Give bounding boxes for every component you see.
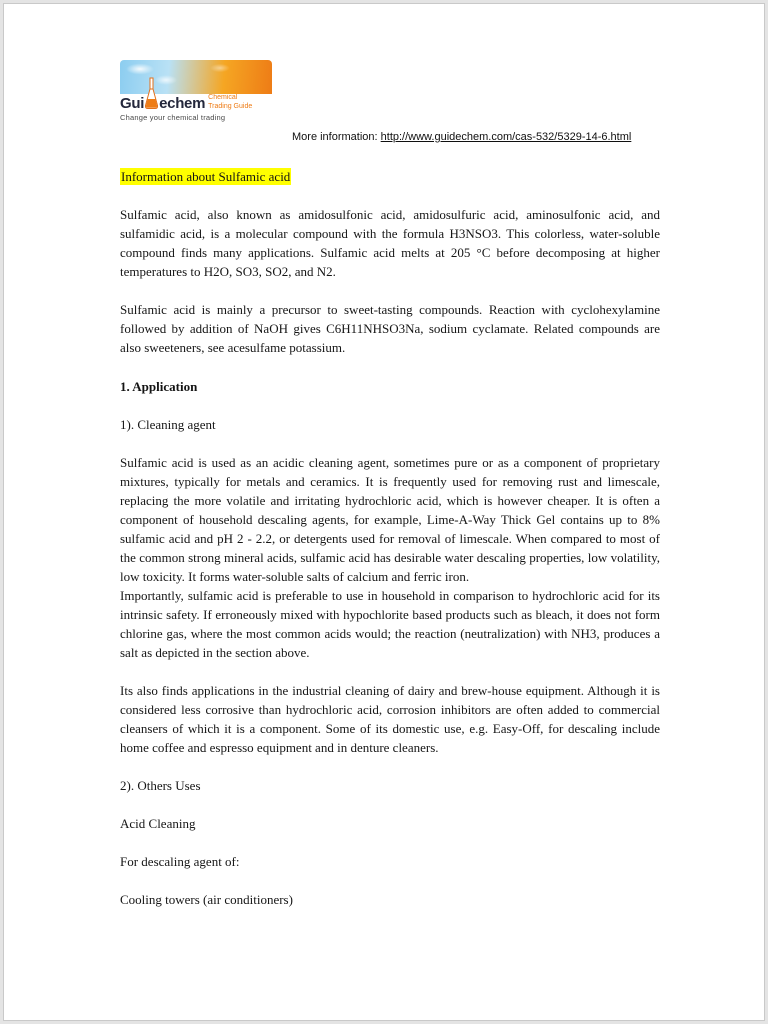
document-page — [3, 3, 765, 1021]
more-info-label: More information: — [292, 131, 378, 143]
subheading-others-uses: 2). Others Uses — [120, 778, 201, 793]
logo-tagline: Change your chemical trading — [120, 113, 226, 122]
logo-brand-prefix: Gui — [120, 95, 145, 112]
logo-banner — [120, 60, 272, 94]
subheading-cleaning-agent: 1). Cleaning agent — [120, 417, 216, 432]
more-info-link[interactable]: http://www.guidechem.com/cas-532/5329-14-6.html — [380, 131, 632, 143]
paragraph-cleaning-2: Importantly, sulfamic acid is preferable to use in household in comparison to hydrochloric acid for its intrinsic safety. If erroneously mixed with hypochlorite based products such as bleach, it does not form chlorine gas, where the most common acids would; the reaction (neutralization) with NH3, produces a salt as depicted in the section above. — [120, 588, 660, 660]
document-title: Information about Sulfamic acid — [121, 169, 291, 184]
section-heading-application: 1. Application — [120, 379, 198, 394]
logo-brand-suffix: echem — [159, 95, 206, 112]
flask-icon — [144, 77, 159, 111]
logo-trading-guide-label: Chemical Trading Guide — [208, 94, 253, 110]
logo-brand — [120, 94, 272, 111]
line-descaling-agent: For descaling agent of: — [120, 854, 240, 869]
paragraph-intro-1: Sulfamic acid, also known as amidosulfonic acid, amidosulfuric acid, aminosulfonic acid, and sulfamidic acid, is a molecular compound with the formula H3NSO3. This colorless, water-soluble compound finds many applications. Sulfamic acid melts at 205 °C before decomposing at higher temperatures to H2O, SO3, SO2, and N2. — [120, 207, 660, 279]
more-info-line — [292, 131, 660, 143]
paragraph-intro-2: Sulfamic acid is mainly a precursor to sweet-tasting compounds. Reaction with cyclohexylamine followed by addition of NaOH gives C6H11NHSO3Na, sodium cyclamate. Related compounds are also sweeteners, see acesulfame potassium. — [120, 302, 660, 355]
paragraph-cleaning-1: Sulfamic acid is used as an acidic cleaning agent, sometimes pure or as a component of proprietary mixtures, typically for metals and ceramics. It is frequently used for removing rust and limescale, replacing the more volatile and irritating hydrochloric acid, which is however cheaper. It is often a component of household descaling agents, for example, Lime-A-Way Thick Gel contains up to 8% sulfamic acid and pH 2 - 2.2, or detergents used for removal of limescale. When compared to most of the common strong mineral acids, sulfamic acid has desirable water descaling properties, low volatility, low toxicity. It forms water-soluble salts of calcium and ferric iron. — [120, 455, 660, 584]
guidechem-logo — [120, 60, 272, 122]
line-cooling-towers: Cooling towers (air conditioners) — [120, 892, 293, 907]
page-content — [120, 60, 660, 909]
line-acid-cleaning: Acid Cleaning — [120, 816, 196, 831]
flask-slot — [144, 94, 159, 111]
paragraph-industrial: Its also finds applications in the industrial cleaning of dairy and brew-house equipment. Although it is considered less corrosive than hydrochloric acid, corrosion inhibitors are often added to commercial cleansers of which it is a component. Some of its domestic use, e.g. Easy-Off, for descaling include home coffee and espresso equipment and in denture cleaners. — [120, 683, 660, 755]
title-wrap — [120, 168, 660, 186]
